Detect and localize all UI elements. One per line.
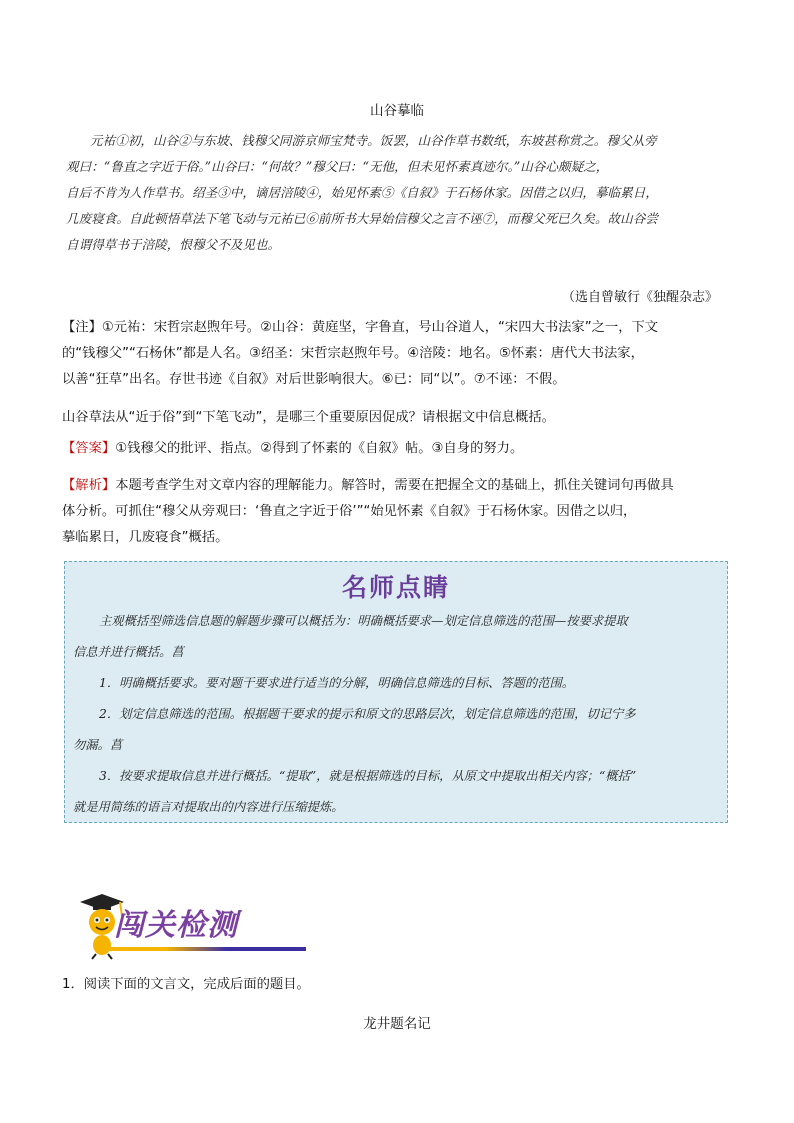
exercise-question: 1．阅读下面的文言文，完成后面的题目。 bbox=[62, 977, 310, 992]
section-header bbox=[76, 890, 306, 962]
passage-line: 自谓得草书于涪陵，恨穆父不及见也。 bbox=[66, 237, 281, 252]
notes-section bbox=[62, 315, 734, 393]
passage-source: （选自曾敏行《独醒杂志》 bbox=[561, 290, 718, 305]
section-header-label: 闯关检测 bbox=[114, 908, 238, 943]
passage-line: 自后不肯为人作草书。绍圣③中，谪居涪陵④，始见怀素⑤《自叙》于石杨休家。因借之以归，摹临累日， bbox=[66, 185, 658, 200]
answer-line bbox=[62, 436, 734, 462]
analysis-section bbox=[62, 473, 734, 551]
passage-text bbox=[66, 128, 730, 258]
tip-line: 1．明确概括要求。要对题干要求进行适当的分解，明确信息筛选的目标、答题的范围。 bbox=[99, 676, 575, 690]
passage-line: 观曰：“鲁直之字近于俗。”山谷曰：“何故？”穆父曰：“无他，但未见怀素真迹尔。”山谷心颇疑之， bbox=[66, 159, 609, 174]
notes-line: 【注】①元祐：宋哲宗赵煦年号。②山谷：黄庭坚，字鲁直，号山谷道人，“宋四大书法家”之一，下文 bbox=[62, 320, 659, 335]
question-text bbox=[62, 405, 734, 431]
tip-line: 主观概括型筛选信息题的解题步骤可以概括为：明确概括要求—划定信息筛选的范围—按要求提取 bbox=[99, 614, 628, 628]
tip-line: 信息并进行概括。菖 bbox=[73, 645, 184, 659]
analysis-line bbox=[62, 473, 734, 499]
passage-title: 山谷摹临 bbox=[370, 103, 424, 119]
notes-line: 的“钱穆父”“石杨休”都是人名。③绍圣：宋哲宗赵煦年号。④涪陵：地名。⑤怀素：唐代大书法家， bbox=[62, 346, 644, 361]
analysis-text: 本题考查学生对文章内容的理解能力。解答时，需要在把握全文的基础上，抓住关键词句再做具 bbox=[115, 478, 674, 493]
answer-section bbox=[62, 436, 734, 462]
tip-line: 3．按要求提取信息并进行概括。“提取”，就是根据筛选的目标，从原文中提取出相关内容；“概括” bbox=[99, 769, 637, 783]
answer-text: ①钱穆父的批评、指点。②得到了怀素的《自叙》帖。③自身的努力。 bbox=[115, 441, 524, 456]
answer-label: 【答案】 bbox=[62, 441, 116, 456]
tip-line: 勿漏。菖 bbox=[73, 738, 123, 752]
notes-line: 以善“狂草”出名。存世书迹《自叙》对后世影响很大。⑥已：同“以”。⑦不诬：不假。 bbox=[62, 372, 566, 387]
tip-line: 就是用简练的语言对提取出的内容进行压缩提炼。 bbox=[73, 800, 344, 814]
tip-line: 2．划定信息筛选的范围。根据题干要求的提示和原文的思路层次，划定信息筛选的范围，切记宁多 bbox=[99, 707, 636, 721]
passage-line: 几废寝食。自此顿悟草法下笔飞动与元祐已⑥前所书大异始信穆父之言不诬⑦，而穆父死已久矣。故山谷尝 bbox=[66, 211, 658, 226]
exercise-subtitle: 龙井题名记 bbox=[363, 1016, 431, 1032]
teacher-tip-box bbox=[64, 561, 728, 823]
analysis-label: 【解析】 bbox=[62, 478, 116, 493]
analysis-line: 体分析。可抓住“穆父从旁观曰：‘鲁直之字近于俗’”“始见怀素《自叙》于石杨休家。因借之以归， bbox=[62, 504, 637, 519]
analysis-line: 摹临累日，几废寝食”概括。 bbox=[62, 530, 229, 545]
section-header-bar bbox=[106, 947, 306, 951]
question-line: 山谷草法从“近于俗”到“下笔飞动”，是哪三个重要原因促成？请根据文中信息概括。 bbox=[62, 410, 555, 425]
passage-line: 元祐①初，山谷②与东坡、钱穆父同游京师宝梵寺。饭罢，山谷作草书数纸，东坡甚称赏之。穆父从旁 bbox=[90, 133, 657, 148]
tip-body bbox=[73, 606, 721, 823]
tip-title: 名师点睛 bbox=[341, 573, 450, 602]
